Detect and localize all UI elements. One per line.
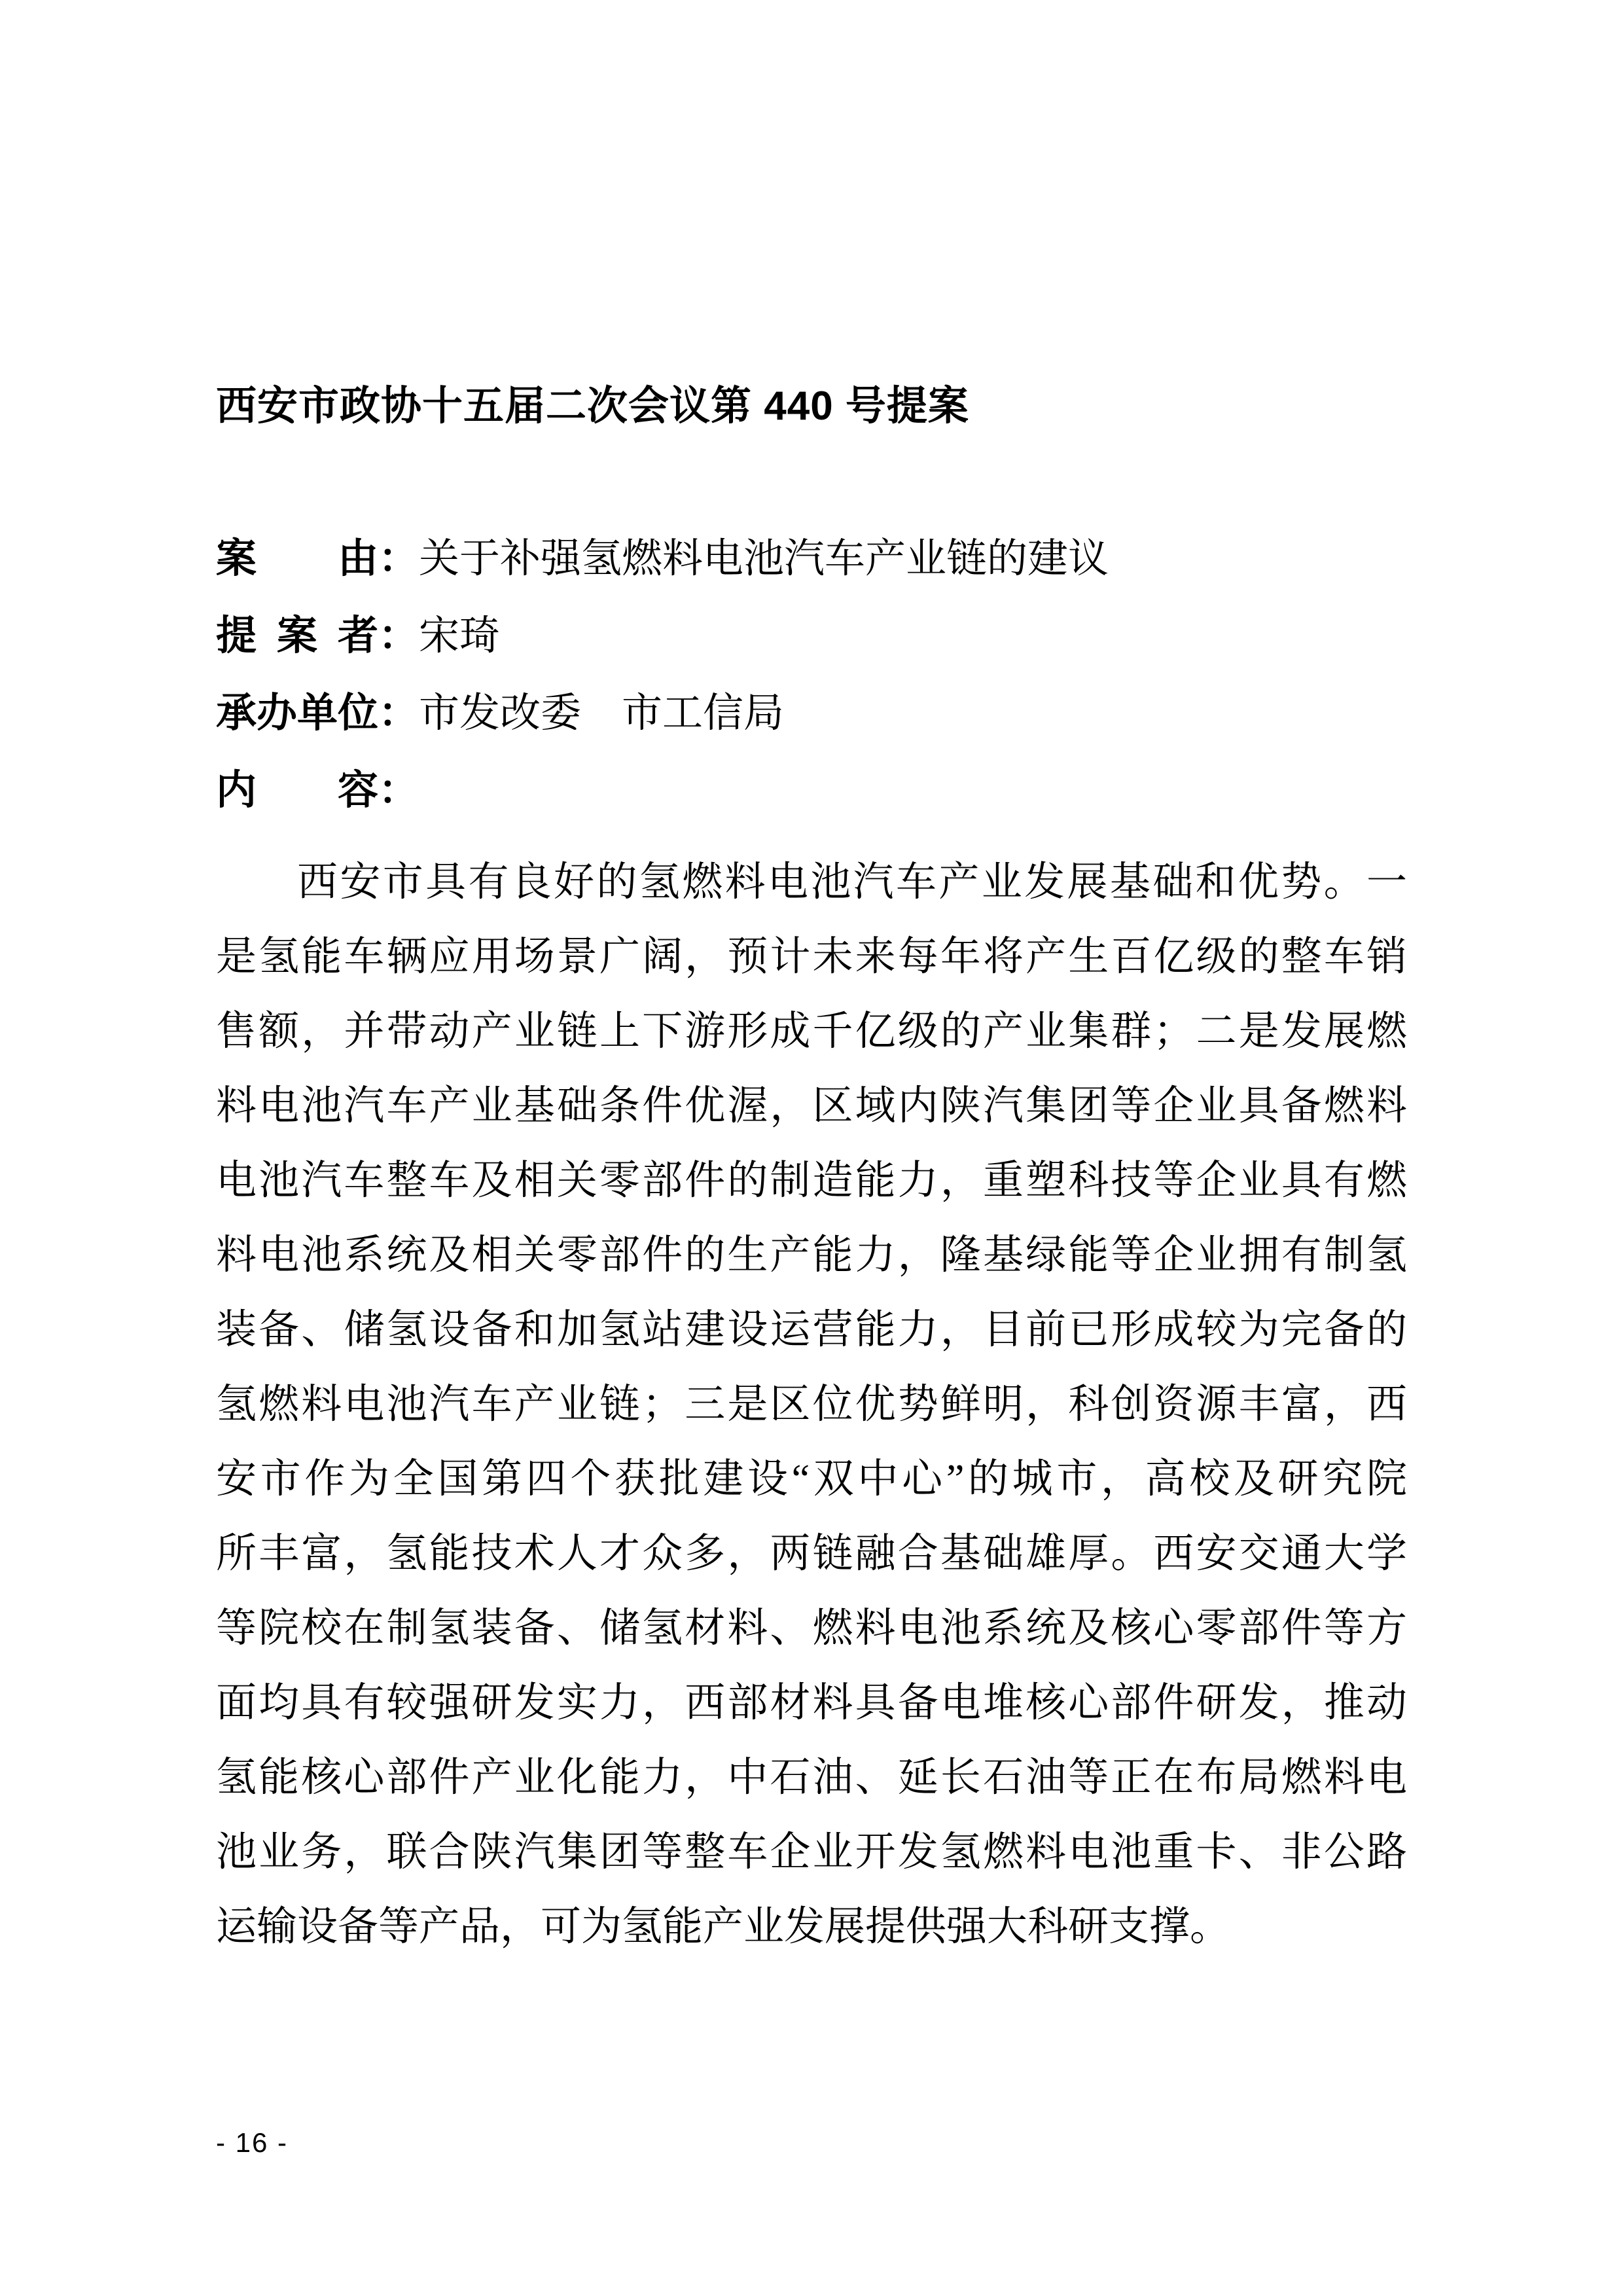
handling-unit-value: 市发改委 市工信局 bbox=[419, 691, 785, 736]
body-line: 氢燃料电池汽车产业链；三是区位优势鲜明，科创资源丰富，西 bbox=[216, 1382, 1407, 1427]
proposal-body bbox=[216, 845, 1407, 1964]
document-title: 西安市政协十五届二次会议第 440 号提案 bbox=[216, 384, 969, 429]
body-line: 售额，并带动产业链上下游形成千亿级的产业集群；二是发展燃 bbox=[216, 1009, 1407, 1054]
field-row-proposer bbox=[216, 613, 1407, 659]
case-subject-value: 关于补强氢燃料电池汽车产业链的建议 bbox=[419, 537, 1109, 581]
handling-unit-colon: ： bbox=[378, 691, 419, 736]
field-row-case-subject bbox=[216, 536, 1407, 582]
proposer-colon: ： bbox=[378, 613, 419, 658]
field-row-handling-unit bbox=[216, 691, 1407, 736]
body-line: 料电池系统及相关零部件的生产能力，隆基绿能等企业拥有制氢 bbox=[216, 1233, 1407, 1278]
meta-fields bbox=[216, 536, 1407, 814]
field-row-content-heading bbox=[216, 768, 1407, 814]
proposer-value: 宋琦 bbox=[419, 614, 501, 658]
case-subject-colon: ： bbox=[378, 536, 419, 581]
body-line: 是氢能车辆应用场景广阔，预计未来每年将产生百亿级的整车销 bbox=[216, 935, 1407, 979]
body-line: 装备、储氢设备和加氢站建设运营能力，目前已形成较为完备的 bbox=[216, 1308, 1407, 1352]
proposer-label: 提案者 bbox=[216, 613, 378, 658]
body-line: 所丰富，氢能技术人才众多，两链融合基础雄厚。西安交通大学 bbox=[216, 1532, 1407, 1576]
body-line: 池业务，联合陕汽集团等整车企业开发氢燃料电池重卡、非公路 bbox=[216, 1830, 1407, 1874]
body-line: 西安市具有良好的氢燃料电池汽车产业发展基础和优势。一 bbox=[297, 860, 1407, 905]
content-heading-colon: ： bbox=[378, 768, 419, 813]
content-heading-label: 内容 bbox=[216, 768, 378, 813]
body-line: 料电池汽车产业基础条件优渥，区域内陕汽集团等企业具备燃料 bbox=[216, 1084, 1407, 1128]
body-line: 氢能核心部件产业化能力，中石油、延长石油等正在布局燃料电 bbox=[216, 1755, 1407, 1800]
case-subject-label: 案由 bbox=[216, 536, 378, 581]
page-number: - 16 - bbox=[216, 2127, 289, 2158]
body-line: 面均具有较强研发实力，西部材料具备电堆核心部件研发，推动 bbox=[216, 1681, 1407, 1725]
body-line: 运输设备等产品，可为氢能产业发展提供强大科研支撑。 bbox=[216, 1905, 1231, 1949]
body-line: 等院校在制氢装备、储氢材料、燃料电池系统及核心零部件等方 bbox=[216, 1606, 1407, 1651]
handling-unit-label: 承办单位 bbox=[216, 691, 379, 736]
body-line: 安市作为全国第四个获批建设“双中心”的城市，高校及研究院 bbox=[216, 1457, 1407, 1501]
body-line: 电池汽车整车及相关零部件的制造能力，重塑科技等企业具有燃 bbox=[216, 1158, 1407, 1203]
